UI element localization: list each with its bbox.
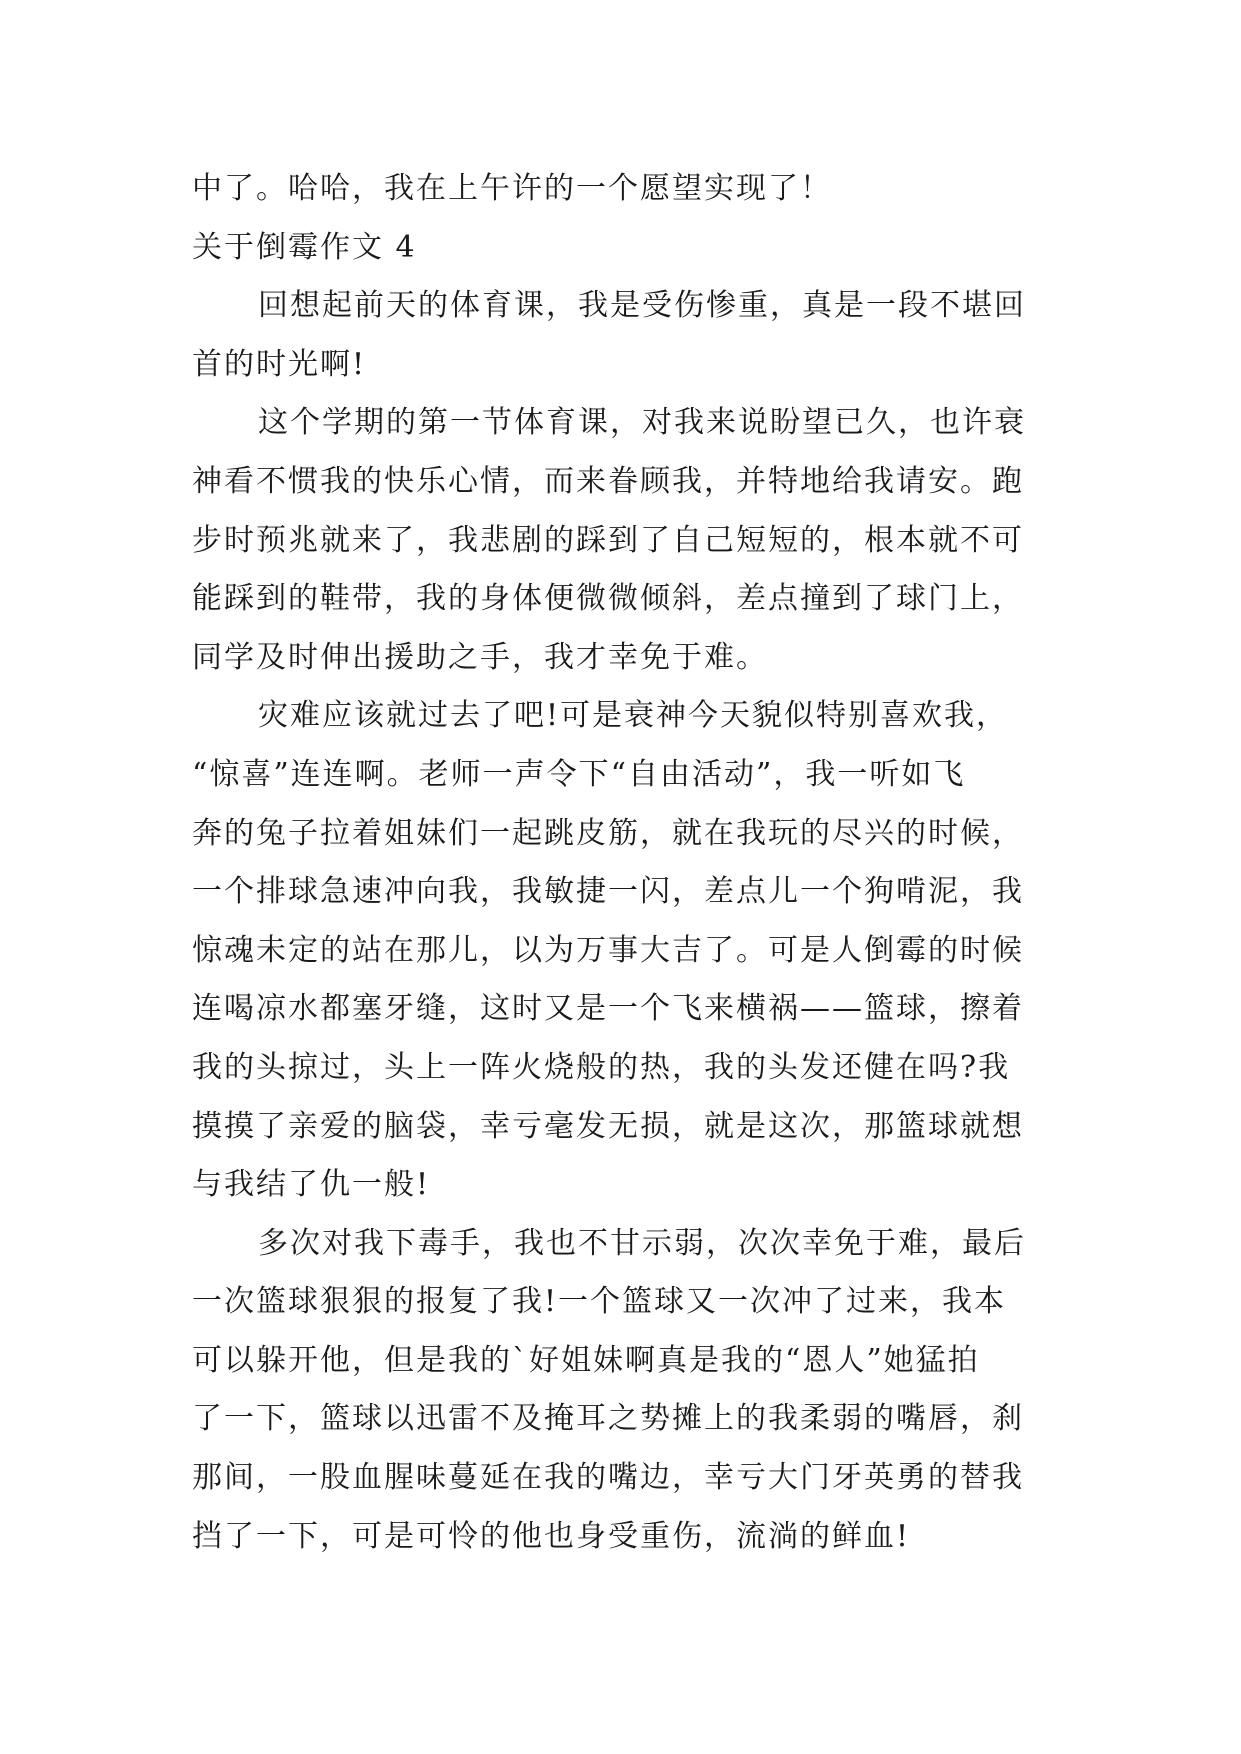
text-line: 连喝凉水都塞牙缝，这时又是一个飞来横祸——篮球，擦着 [192,991,1024,1027]
text-line: 我的头掠过，头上一阵火烧般的热，我的头发还健在吗?我 [192,1049,1011,1085]
document-body [192,160,1062,1566]
section-heading: 关于倒霉作文 4 [192,229,417,265]
text-line: 能踩到的鞋带，我的身体便微微倾斜，差点撞到了球门上， [192,581,1024,617]
text-line: 神看不惯我的快乐心情，而来眷顾我，并特地给我请安。跑 [192,463,1024,499]
text-line: 与我结了仇一般! [192,1167,431,1203]
text-line: 首的时光啊! [192,346,367,382]
text-line: 奔的兔子拉着姐妹们一起跳皮筋，就在我玩的尽兴的时候， [192,815,1024,851]
text-line: 摸摸了亲爱的脑袋，幸亏毫发无损，就是这次，那篮球就想 [192,1108,1024,1144]
text-line: “惊喜”连连啊。老师一声令下“自由活动”，我一听如飞 [192,756,966,792]
text-line: 同学及时伸出援助之手，我才幸免于难。 [192,639,768,675]
text-line: 那间，一股血腥味蔓延在我的嘴边，幸亏大门牙英勇的替我 [192,1460,1024,1496]
text-line: 了一下，篮球以迅雷不及掩耳之势摊上的我柔弱的嘴唇，刹 [192,1401,1024,1437]
text-line: 回想起前天的体育课，我是受伤惨重，真是一段不堪回 [258,288,1026,324]
text-line: 挡了一下，可是可怜的他也身受重伤，流淌的鲜血! [192,1518,911,1554]
text-line: 这个学期的第一节体育课，对我来说盼望已久，也许衰 [258,405,1026,441]
text-line: 灾难应该就过去了吧!可是衰神今天貌似特别喜欢我， [258,698,1009,734]
text-line: 可以躲开他，但是我的`好姐妹啊真是我的“恩人”她猛拍 [192,1342,980,1378]
text-line: 中了。哈哈，我在上午许的一个愿望实现了！ [192,171,832,206]
text-line: 一次篮球狠狠的报复了我!一个篮球又一次冲了过来，我本 [192,1284,1007,1320]
text-line: 惊魂未定的站在那儿，以为万事大吉了。可是人倒霉的时候 [192,932,1024,968]
text-line: 多次对我下毒手，我也不甘示弱，次次幸免于难，最后 [258,1225,1026,1261]
text-line: 一个排球急速冲向我，我敏捷一闪，差点儿一个狗啃泥，我 [192,874,1024,910]
text-line: 步时预兆就来了，我悲剧的踩到了自己短短的，根本就不可 [192,522,1024,558]
